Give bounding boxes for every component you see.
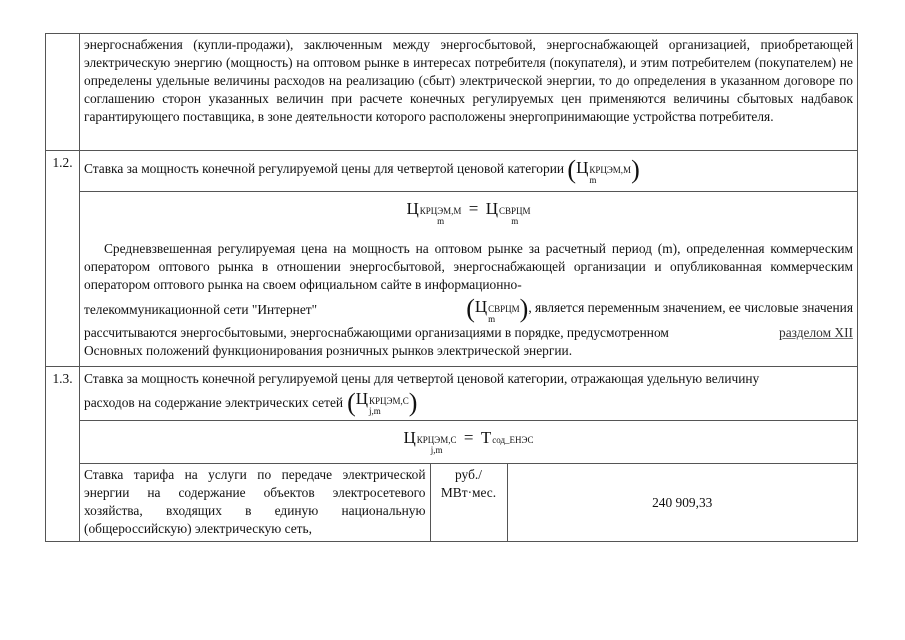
- paragraph-a: Средневзвешенная регулируемая цена на мощность на оптовом рынке за расчетный период (m), определенная коммерческим оператором оптового рынка в отношении энергосбытовой, энергоснабжающей организации и опубликованная коммерческим оператором оптового рынка на своем официальном сайте в информационно-: [84, 241, 853, 292]
- table-row: [46, 464, 858, 542]
- row-title: [80, 151, 858, 192]
- tariff-row: [80, 464, 858, 542]
- paragraph-c: рассчитываются энергосбытовыми, энергоснабжающими организациями в порядке, предусмотренном разделом XII: [84, 325, 853, 341]
- intro-paragraph: энергоснабжения (купли-продажи), заключенным между энергосбытовой, энергоснабжающей организацией, приобретающей электрическую энергию (мощность) на оптовом рынке в интересах потребителя (покупателя), и этим потребителем (покупателем) не определены удельные величины расходов на реализацию (сбыт) электрической энергии, то до определения в указанном договоре по соглашению сторон указанных величин при расчете конечных регулируемых цен применяются величины сбытовых надбавок гарантирующего поставщика, в зоне деятельности которого расположены энергопринимающие устройства потребителя.: [80, 34, 858, 151]
- row-body: [80, 192, 858, 367]
- tariff-value: 240 909,33: [652, 494, 713, 510]
- row-number: 1.3.: [46, 367, 80, 542]
- table-row: [46, 421, 858, 464]
- paragraph-b: телекоммуникационной сети "Интернет" ( Ц СВРЦМ m ), является переменным значением, ее числовые значения: [84, 294, 853, 325]
- tariff-unit: руб./МВт·мес.: [430, 464, 507, 541]
- table-row: [46, 34, 858, 151]
- formula-1-2: Ц КРЦЭМ,М m = Ц СВРЦМ m: [406, 199, 531, 226]
- row-title: Ставка за мощность конечной регулируемой цены для четвертой ценовой категории, отражающая удельную величину расходов на содержание электрических сетей ( Ц КРЦЭМ,С j,m ): [80, 367, 858, 421]
- symbol-ce-kr: Ц КРЦЭМ,М m: [576, 158, 632, 186]
- row-number: 1.2.: [46, 151, 80, 367]
- tariff-description: Ставка тарифа на услуги по передаче электрической энергии на содержание объектов электросетевого хозяйства, входящих в единую национальную (общероссийскую) электрическую сеть,: [80, 464, 430, 541]
- table-row: [46, 192, 858, 367]
- formula-1-3: Ц КРЦЭМ,С j,m = T сод_ЕНЭС: [80, 421, 858, 464]
- row-title-text: Ставка за мощность конечной регулируемой цены для четвертой ценовой категории: [84, 161, 565, 177]
- paren-close: ): [631, 155, 640, 184]
- paren-open: (: [567, 155, 577, 184]
- tariff-table: [45, 33, 858, 542]
- row-number-cell: [46, 34, 80, 151]
- paragraph-d: Основных положений функционирования розничных рынков электрической энергии.: [84, 343, 573, 359]
- section-link[interactable]: разделом XII: [779, 325, 853, 341]
- table-row: [46, 151, 858, 192]
- table-row: [46, 367, 858, 421]
